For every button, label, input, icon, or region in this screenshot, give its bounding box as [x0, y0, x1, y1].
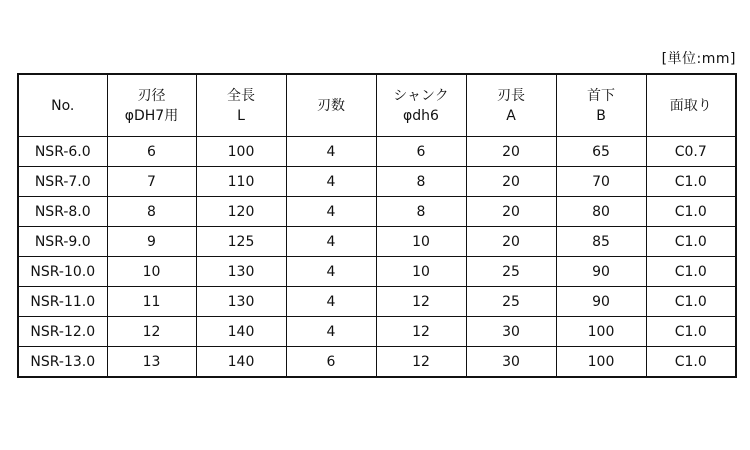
cell-flutes: 4: [286, 197, 376, 227]
table-row: [18, 197, 736, 227]
table-row: [18, 257, 736, 287]
header-blade-diameter-label: 刃径: [137, 87, 166, 104]
cell-blade-diameter: 9: [107, 227, 196, 257]
unit-label: [単位:mm]: [661, 51, 736, 67]
table-row: [18, 317, 736, 347]
cell-chamfer: C1.0: [646, 317, 736, 347]
cell-shank: 12: [376, 347, 466, 378]
spec-table: [17, 73, 737, 378]
cell-chamfer: C1.0: [646, 257, 736, 287]
header-overall-length-label: 全長: [227, 87, 255, 104]
cell-shank: 10: [376, 257, 466, 287]
header-blade-length-sub: A: [506, 107, 516, 124]
cell-overall-length: 100: [196, 137, 286, 167]
cell-shank: 6: [376, 137, 466, 167]
header-no-label: No.: [51, 97, 75, 114]
table-row: [18, 347, 736, 378]
table-row: [18, 167, 736, 197]
cell-blade-length: 20: [466, 197, 556, 227]
cell-overall-length: 130: [196, 287, 286, 317]
cell-chamfer: C1.0: [646, 287, 736, 317]
cell-blade-length: 20: [466, 227, 556, 257]
cell-chamfer: C0.7: [646, 137, 736, 167]
cell-flutes: 4: [286, 137, 376, 167]
header-blade-diameter-sub: φDH7用: [124, 107, 179, 124]
header-no: [18, 74, 107, 137]
header-chamfer-label: 面取り: [669, 97, 712, 114]
cell-neck-length: 85: [556, 227, 646, 257]
cell-no: NSR-12.0: [18, 317, 107, 347]
cell-blade-diameter: 12: [107, 317, 196, 347]
cell-chamfer: C1.0: [646, 197, 736, 227]
cell-shank: 12: [376, 317, 466, 347]
cell-blade-diameter: 13: [107, 347, 196, 378]
header-flutes-label: 刃数: [317, 97, 345, 114]
cell-no: NSR-13.0: [18, 347, 107, 378]
cell-shank: 8: [376, 197, 466, 227]
cell-chamfer: C1.0: [646, 347, 736, 378]
cell-blade-diameter: 7: [107, 167, 196, 197]
cell-no: NSR-9.0: [18, 227, 107, 257]
cell-neck-length: 65: [556, 137, 646, 167]
cell-neck-length: 100: [556, 317, 646, 347]
cell-flutes: 6: [286, 347, 376, 378]
table-row: [18, 287, 736, 317]
cell-no: NSR-11.0: [18, 287, 107, 317]
header-neck-length-sub: B: [596, 107, 606, 124]
cell-neck-length: 100: [556, 347, 646, 378]
cell-shank: 8: [376, 167, 466, 197]
cell-chamfer: C1.0: [646, 167, 736, 197]
table-row: [18, 137, 736, 167]
cell-blade-length: 25: [466, 287, 556, 317]
cell-overall-length: 140: [196, 347, 286, 378]
cell-blade-diameter: 6: [107, 137, 196, 167]
header-neck-length: [556, 74, 646, 137]
cell-blade-diameter: 8: [107, 197, 196, 227]
cell-blade-length: 20: [466, 137, 556, 167]
header-chamfer: [646, 74, 736, 137]
header-neck-length-label: 首下: [587, 87, 615, 104]
cell-blade-length: 25: [466, 257, 556, 287]
cell-overall-length: 140: [196, 317, 286, 347]
header-blade-length: [466, 74, 556, 137]
header-shank: [376, 74, 466, 137]
cell-overall-length: 110: [196, 167, 286, 197]
cell-neck-length: 80: [556, 197, 646, 227]
cell-shank: 10: [376, 227, 466, 257]
header-overall-length-sub: L: [237, 107, 245, 124]
cell-blade-length: 30: [466, 317, 556, 347]
cell-no: NSR-8.0: [18, 197, 107, 227]
cell-blade-diameter: 11: [107, 287, 196, 317]
header-shank-label: シャンク: [393, 87, 449, 104]
cell-flutes: 4: [286, 227, 376, 257]
cell-flutes: 4: [286, 167, 376, 197]
table-row: [18, 227, 736, 257]
cell-overall-length: 125: [196, 227, 286, 257]
cell-no: NSR-7.0: [18, 167, 107, 197]
cell-blade-length: 30: [466, 347, 556, 378]
header-blade-diameter: [107, 74, 196, 137]
cell-neck-length: 90: [556, 257, 646, 287]
cell-overall-length: 120: [196, 197, 286, 227]
header-overall-length: [196, 74, 286, 137]
cell-chamfer: C1.0: [646, 227, 736, 257]
cell-shank: 12: [376, 287, 466, 317]
cell-overall-length: 130: [196, 257, 286, 287]
cell-neck-length: 90: [556, 287, 646, 317]
cell-flutes: 4: [286, 287, 376, 317]
cell-neck-length: 70: [556, 167, 646, 197]
header-blade-length-label: 刃長: [497, 87, 525, 104]
header-shank-sub: φdh6: [403, 107, 439, 124]
cell-no: NSR-6.0: [18, 137, 107, 167]
cell-blade-length: 20: [466, 167, 556, 197]
header-flutes: [286, 74, 376, 137]
cell-flutes: 4: [286, 257, 376, 287]
cell-blade-diameter: 10: [107, 257, 196, 287]
cell-flutes: 4: [286, 317, 376, 347]
cell-no: NSR-10.0: [18, 257, 107, 287]
header-row: [18, 74, 736, 137]
